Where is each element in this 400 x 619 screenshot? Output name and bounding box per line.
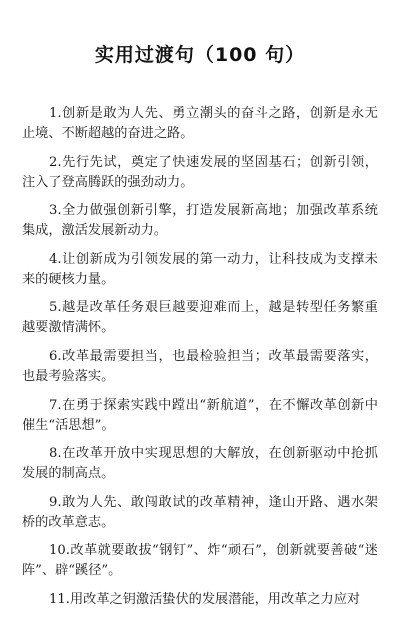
document-title: 实用过渡句（100 句） bbox=[94, 44, 306, 66]
sentence-list bbox=[22, 104, 378, 619]
list-item: 7.在勇于探索实践中蹚出“新航道”，在不懈改革创新中催生“活思想”。 bbox=[22, 397, 378, 433]
list-item: 9.敢为人先、敢闯敢试的改革精神，逢山开路、遇水架桥的改革意志。 bbox=[22, 494, 378, 530]
list-item: 10.改革就要敢拔“钢钉”、炸“顽石”，创新就要善破“迷阵”、辟“蹊径”。 bbox=[22, 543, 378, 579]
list-item: 6.改革最需要担当，也最检验担当；改革最需要落实，也最考验落实。 bbox=[22, 348, 378, 384]
list-item: 5.越是改革任务艰巨越要迎难而上，越是转型任务繁重越要激情满怀。 bbox=[22, 300, 378, 336]
list-item: 2.先行先试，奠定了快速发展的坚固基石；创新引领，注入了登高腾跃的强劲动力。 bbox=[22, 154, 378, 190]
list-item: 8.在改革开放中实现思想的大解放，在创新驱动中抢抓发展的制高点。 bbox=[22, 446, 378, 482]
list-item: 1.创新是敢为人先、勇立潮头的奋斗之路，创新是永无止境、不断超越的奋进之路。 bbox=[22, 106, 378, 141]
list-item: 4.让创新成为引领发展的第一动力，让科技成为支撑未来的硬核力量。 bbox=[22, 251, 378, 287]
list-item: 11.用改革之钥激活蛰伏的发展潜能，用改革之力应对 bbox=[49, 591, 361, 607]
list-item: 3.全力做强创新引擎，打造发展新高地；加强改革系统集成，激活发展新动力。 bbox=[22, 203, 378, 239]
